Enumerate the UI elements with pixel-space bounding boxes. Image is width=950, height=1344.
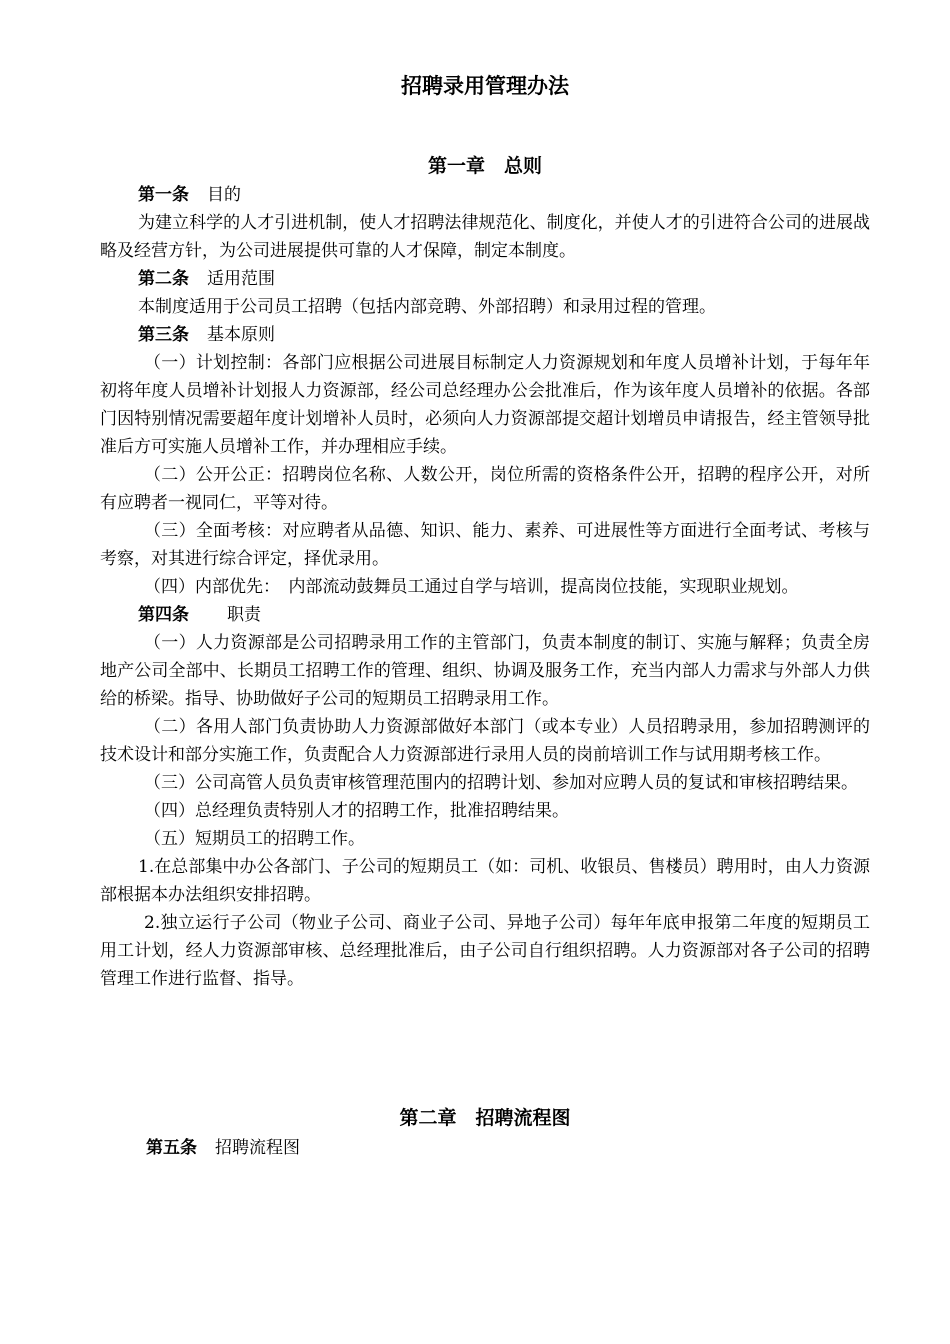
article-5-heading	[100, 1134, 870, 1162]
article-3-heading	[100, 321, 870, 349]
article-2-heading	[100, 265, 870, 293]
article-number: 第三条	[138, 325, 189, 345]
article-4-paragraph: （五）短期员工的招聘工作。	[144, 829, 365, 849]
article-title: 适用范围	[207, 269, 275, 289]
article-4-paragraph: （一）人力资源部是公司招聘录用工作的主管部门，负责本制度的制订、实施与解释；负责全房地产公司全部中、长期员工招聘工作的管理、组织、协调及服务工作，充当内部人力需求与外部人力供给的桥梁。指导、协助做好子公司的短期员工招聘录用工作。	[100, 633, 870, 709]
chapter-2-heading: 第二章 招聘流程图	[399, 1107, 571, 1129]
article-4-paragraph: 2.独立运行子公司（物业子公司、商业子公司、异地子公司）每年年底申报第二年度的短期员工用工计划，经人力资源部审核、总经理批准后，由子公司自行组织招聘。人力资源部对各子公司的招聘管理工作进行监督、指导。	[100, 913, 870, 989]
article-1-paragraph: 为建立科学的人才引进机制，使人才招聘法律规范化、制度化，并使人才的引进符合公司的进展战略及经营方针，为公司进展提供可靠的人才保障，制定本制度。	[100, 213, 870, 261]
article-4-paragraph: 1.在总部集中办公各部门、子公司的短期员工（如：司机、收银员、售楼员）聘用时，由人力资源部根据本办法组织安排招聘。	[100, 857, 870, 905]
article-1-heading	[100, 181, 870, 209]
article-number: 第五条	[146, 1138, 197, 1158]
article-4-paragraph: （三）公司高管人员负责审核管理范围内的招聘计划、参加对应聘人员的复试和审核招聘结果。	[144, 773, 858, 793]
article-title: 基本原则	[207, 325, 275, 345]
article-2-paragraph: 本制度适用于公司员工招聘（包括内部竞聘、外部招聘）和录用过程的管理。	[138, 297, 716, 317]
article-number: 第二条	[138, 269, 189, 289]
document-title: 招聘录用管理办法	[401, 74, 569, 98]
article-4-heading	[100, 601, 870, 629]
article-3-paragraph: （二）公开公正：招聘岗位名称、人数公开，岗位所需的资格条件公开，招聘的程序公开，对所有应聘者一视同仁，平等对待。	[100, 465, 870, 513]
article-3-paragraph: （四）内部优先： 内部流动鼓舞员工通过自学与培训，提高岗位技能，实现职业规划。	[144, 577, 799, 597]
article-title: 招聘流程图	[215, 1138, 300, 1158]
article-4-paragraph: （四）总经理负责特别人才的招聘工作，批准招聘结果。	[144, 801, 569, 821]
article-number: 第一条	[138, 185, 189, 205]
chapter-1-body	[100, 181, 870, 993]
article-3-paragraph: （三）全面考核：对应聘者从品德、知识、能力、素养、可进展性等方面进行全面考试、考核与考察，对其进行综合评定，择优录用。	[100, 521, 870, 569]
article-title: 职责	[227, 605, 261, 625]
article-3-paragraph: （一）计划控制：各部门应根据公司进展目标制定人力资源规划和年度人员增补计划，于每年年初将年度人员增补计划报人力资源部，经公司总经理办公会批准后，作为该年度人员增补的依据。各部门因特别情况需要超年度计划增补人员时，必须向人力资源部提交超计划增员申请报告，经主管领导批准后方可实施人员增补工作，并办理相应手续。	[100, 353, 870, 457]
article-title: 目的	[207, 185, 241, 205]
chapter-2-body	[100, 1134, 870, 1162]
article-4-paragraph: （二）各用人部门负责协助人力资源部做好本部门（或本专业）人员招聘录用，参加招聘测评的技术设计和部分实施工作，负责配合人力资源部进行录用人员的岗前培训工作与试用期考核工作。	[100, 717, 870, 765]
article-number: 第四条	[138, 605, 189, 625]
chapter-1-heading: 第一章 总则	[427, 155, 542, 177]
